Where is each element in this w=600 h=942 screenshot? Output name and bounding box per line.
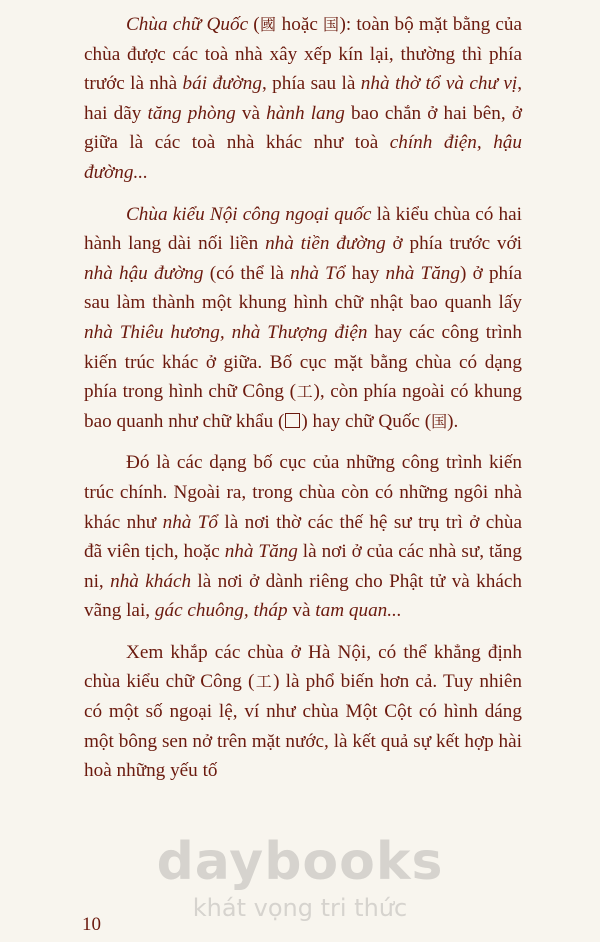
text-run: là nơi ở dành riêng cho Phật tử và khách vãng lai, [84,570,522,622]
italic-term: tam quan... [315,600,402,622]
text-run: ( [248,14,260,35]
text-run: hoặc [276,14,324,35]
text-run: ): toàn bộ mặt bằng của chùa được các toà nhà xây xếp kín lại, thường thì phía trước là nhà [84,14,522,95]
text-run: và [235,102,267,124]
paragraph-gap [84,188,522,200]
italic-term: nhà hậu đường [84,262,204,284]
italic-term: nhà thờ tổ và chư vị [360,73,518,95]
italic-term: gác chuông, tháp [154,600,288,622]
italic-term: nhà Thiêu hương, nhà Thượng điện [84,321,368,343]
text-run: ) hay chữ Quốc ( [301,410,432,432]
italic-term: hành lang [266,102,345,124]
text-run: ) ở phía sau làm thành một khung hình chữ nhật bao quanh lấy [84,262,522,314]
text-run: Đó là các dạng bố cục của những công trình kiến trúc chính. Ngoài ra, trong chùa còn có những ngôi nhà khác như [84,452,522,533]
italic-term: bái đường [182,73,262,95]
italic-term: nhà Tổ [162,511,219,533]
italic-term: nhà Tổ [290,262,346,284]
page-body [84,10,522,786]
watermark-brand: daybooks [156,832,444,892]
text-run: là kiểu chùa có hai hành lang dài nối liền [84,203,522,255]
italic-term: nhà Tăng [385,262,460,284]
italic-term: nhà tiền đường [265,233,386,255]
paragraph [84,638,522,786]
text-run: Xem khắp các chùa ở Hà Nội, có thể khẳng định chùa kiểu chữ Công ( [84,641,522,693]
chinese-character: 工 [254,672,274,692]
text-run: bao chắn ở hai bên, ở giữa là các toà nhà khác như toà [84,102,522,154]
text-run: hay các công trình kiến trúc khác ở giữa. Bố cục mặt bằng chùa có dạng phía trong hình chữ Công ( [84,321,522,403]
paragraph-gap [84,436,522,448]
page-number: 10 [82,914,101,935]
text-run: (có thể là [203,262,291,284]
text-run: ) là phổ biến hơn cả. Tuy nhiên có một số ngoại lệ, ví như chùa Một Cột có hình dáng một bông sen nở trên mặt nước, là kết quả sự kết hợp hài hoà những yếu tố [84,671,522,782]
italic-term: Chùa kiểu Nội công ngoại quốc [126,203,372,225]
italic-term: tăng phòng [147,102,236,124]
text-run: hay [345,262,386,284]
text-run: ), còn phía ngoài có khung bao quanh như chữ khẩu ( [84,381,522,432]
paragraph [84,448,522,626]
text-run: là nơi thờ các thế hệ sư trụ trì ở chùa đã viên tịch, hoặc [84,511,522,563]
paragraph [84,200,522,437]
text-run: là nơi ở của các nhà sư, tăng ni, [84,541,522,592]
chinese-character: 工 [295,382,314,402]
text-run: và [287,600,316,622]
paragraph-gap [84,626,522,638]
watermark-slogan: khát vọng tri thức [192,894,408,922]
text-run: ). [447,410,459,432]
square-box-symbol [285,413,300,428]
text-run: , phía sau là [261,73,361,95]
chinese-character: 國 [259,15,277,34]
text-run: , hai dãy [84,73,522,124]
italic-term: nhà khách [110,570,192,592]
chinese-character: 国 [431,411,448,431]
paragraph [84,10,522,188]
text-run: ở phía trước với [385,233,522,255]
italic-term: nhà Tăng [224,541,298,563]
italic-term: Chùa chữ Quốc [126,14,249,35]
italic-term: chính điện, hậu đường... [84,132,522,183]
chinese-character: 国 [323,15,340,34]
